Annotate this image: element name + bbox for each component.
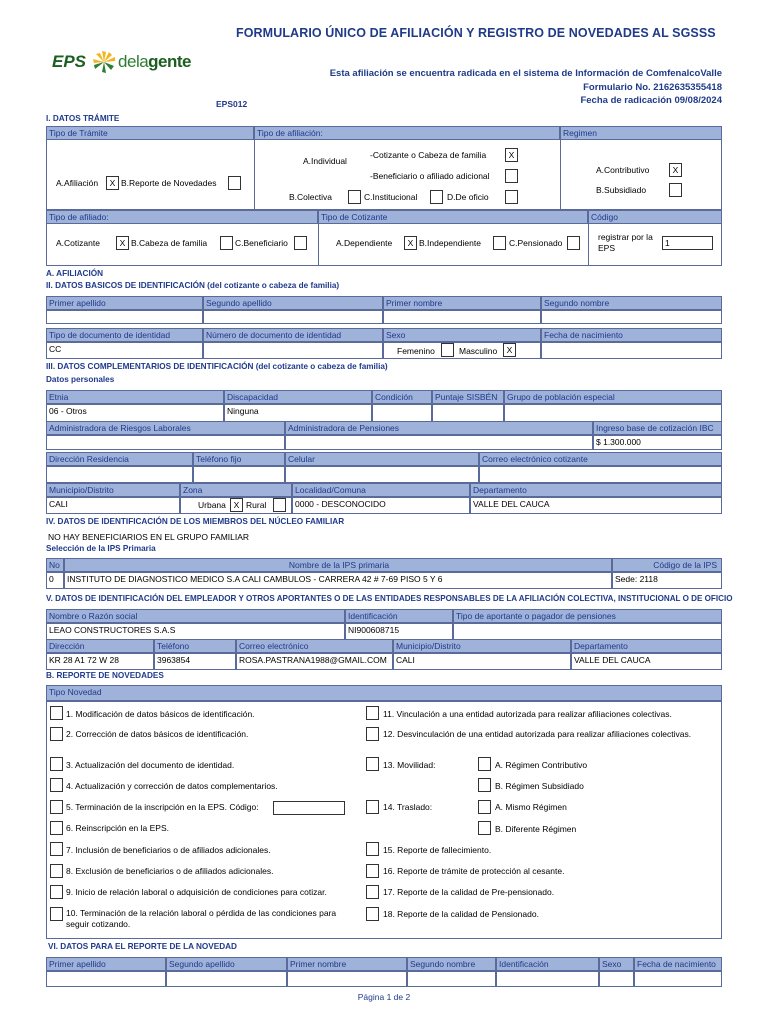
novedad-7-label: 7. Inclusión de beneficiarios o de afiliados adicionales.	[66, 845, 271, 855]
novedad-13-label: 13. Movilidad:	[383, 760, 436, 770]
novedad-13a-checkbox[interactable]	[478, 757, 491, 771]
novedad-12-label: 12. Desvinculación de una entidad autorizada para realizar afiliaciones colectivas.	[383, 729, 692, 739]
discapacidad-field[interactable]: Ninguna	[224, 404, 372, 422]
vi-sexo-field[interactable]	[599, 971, 634, 987]
novedad-14a-checkbox[interactable]	[478, 800, 491, 814]
dependiente-label: A.Dependiente	[336, 238, 393, 248]
tipo-tramite-header: Tipo de Trámite	[46, 126, 254, 140]
primer-apellido-field[interactable]	[46, 310, 203, 324]
contributivo-checkbox[interactable]: X	[669, 163, 682, 177]
novedad-11-checkbox[interactable]	[366, 706, 379, 720]
empleador-direccion-header: Dirección	[46, 639, 154, 653]
correo-cotizante-field[interactable]	[479, 466, 722, 483]
condicion-header: Condición	[372, 390, 432, 404]
independiente-label: B.Independiente	[419, 238, 481, 248]
section-vi-title: VI. DATOS PARA EL REPORTE DE LA NOVEDAD	[48, 942, 237, 951]
femenino-label: Femenino	[397, 346, 435, 356]
localidad-header: Localidad/Comuna	[292, 483, 470, 497]
oficio-checkbox[interactable]	[505, 190, 518, 204]
novedad-14b-label: B. Diferente Régimen	[495, 824, 577, 834]
dependiente-checkbox[interactable]: X	[404, 236, 417, 250]
ips-row-codigo[interactable]: Sede: 2118	[612, 572, 722, 589]
departamento-header: Departamento	[470, 483, 722, 497]
logo-dela: dela	[118, 52, 149, 71]
novedad-14a-label: A. Mismo Régimen	[495, 802, 567, 812]
novedad-5-label: 5. Terminación de la inscripción en la EPS. Código:	[66, 802, 259, 812]
vi-fecha-header: Fecha de nacimiento	[634, 957, 722, 971]
oficio-label: D.De oficio	[447, 192, 489, 202]
novedad-14-label: 14. Traslado:	[383, 802, 433, 812]
urbana-checkbox[interactable]: X	[230, 498, 243, 512]
novedad-8-checkbox[interactable]	[50, 864, 63, 878]
vi-primer-apellido-header: Primer apellido	[46, 957, 166, 971]
section-iv-title: IV. DATOS DE IDENTIFICACIÓN DE LOS MIEMBROS DEL NÚCLEO FAMILIAR	[46, 517, 345, 526]
divider	[588, 224, 589, 266]
eps-logo	[52, 50, 191, 74]
vi-segundo-nombre-header: Segundo nombre	[407, 957, 496, 971]
novedad-6-checkbox[interactable]	[50, 821, 63, 835]
empleador-direccion-field[interactable]: KR 28 A1 72 W 28	[46, 653, 154, 670]
pensiones-field[interactable]	[285, 435, 593, 450]
vi-primer-apellido-field[interactable]	[46, 971, 166, 987]
empleador-municipio-header: Municipio/Distrito	[393, 639, 571, 653]
razon-social-header: Nombre o Razón social	[46, 609, 345, 623]
datos-personales-title: Datos personales	[46, 375, 115, 384]
primer-nombre-header: Primer nombre	[383, 296, 541, 310]
novedad-2-label: 2. Corrección de datos básicos de identificación.	[66, 729, 249, 739]
numero-documento-header: Número de documento de identidad	[203, 328, 383, 342]
tipo-afiliado-header: Tipo de afiliado:	[46, 210, 318, 224]
telefono-field[interactable]	[193, 466, 285, 483]
colectiva-checkbox[interactable]	[348, 190, 361, 204]
ibc-header: Ingreso base de cotización IBC	[593, 421, 722, 435]
vi-identificacion-field[interactable]	[496, 971, 599, 987]
reporte-novedades-title: B. REPORTE DE NOVEDADES	[46, 671, 164, 680]
novedad-3-label: 3. Actualización del documento de identidad.	[66, 760, 235, 770]
primer-nombre-field[interactable]	[383, 310, 541, 324]
celular-header: Celular	[285, 452, 479, 466]
novedad-3-checkbox[interactable]	[50, 757, 63, 771]
municipio-field[interactable]: CALI	[46, 497, 180, 514]
identificacion-field[interactable]: NI900608715	[345, 623, 453, 640]
novedad-5-checkbox[interactable]	[50, 800, 63, 814]
novedad-12-checkbox[interactable]	[366, 727, 379, 741]
tipo-documento-header: Tipo de documento de identidad	[46, 328, 203, 342]
novedad-15-checkbox[interactable]	[366, 842, 379, 856]
radicada-text: Esta afiliación se encuentra radicada en el sistema de Información de ComfenalcoValle	[329, 68, 722, 79]
direccion-field[interactable]	[46, 466, 193, 483]
masculino-checkbox[interactable]: X	[503, 343, 516, 357]
regimen-header: Regimen	[560, 126, 722, 140]
novedad-11-label: 11. Vinculación a una entidad autorizada para realizar afiliaciones colectivas.	[383, 709, 672, 719]
individual-label: A.Individual	[303, 156, 347, 166]
arl-field[interactable]	[46, 435, 285, 450]
subsidiado-label: B.Subsidiado	[596, 185, 647, 195]
empleador-municipio-field[interactable]: CALI	[393, 653, 571, 670]
fecha-radicacion: Fecha de radicación 09/08/2024	[580, 95, 722, 106]
empleador-telefono-field[interactable]: 3963854	[154, 653, 236, 670]
registrar-label: registrar por la EPS	[598, 232, 653, 253]
etnia-header: Etnia	[46, 390, 224, 404]
rural-checkbox[interactable]	[273, 498, 286, 512]
segundo-apellido-field[interactable]	[203, 310, 383, 324]
empleador-departamento-header: Departamento	[571, 639, 722, 653]
cotizante-cabeza-label: -Cotizante o Cabeza de familia	[370, 150, 487, 160]
pensionado-checkbox[interactable]	[567, 236, 580, 250]
eps-code: EPS012	[216, 99, 248, 109]
logo-gente: gente	[148, 52, 192, 71]
contributivo-label: A.Contributivo	[596, 165, 650, 175]
novedad-14-checkbox[interactable]	[366, 800, 379, 814]
novedad-7-checkbox[interactable]	[50, 842, 63, 856]
section-iii-title: III. DATOS COMPLEMENTARIOS DE IDENTIFICACIÓN (del cotizante o cabeza de familia)	[46, 362, 388, 371]
afiliacion-label: A.Afiliación	[56, 178, 99, 188]
novedad-1-checkbox[interactable]	[50, 706, 63, 720]
section-ii-title: II. DATOS BASICOS DE IDENTIFICACIÓN (del cotizante o cabeza de familia)	[46, 281, 340, 290]
novedad-18-checkbox[interactable]	[366, 907, 379, 921]
divider	[560, 140, 561, 210]
section-v-title: V. DATOS DE IDENTIFICACIÓN DEL EMPLEADOR Y OTROS APORTANTES O DE LAS ENTIDADES RESPONSABLES DE LA AFILIACIÓN COLECTIVA, INSTITUCIONAL O DE OFICIO	[46, 594, 733, 603]
tipo-afiliacion-header: Tipo de afiliación:	[254, 126, 560, 140]
pensionado-label: C.Pensionado	[509, 238, 563, 248]
novedad-16-checkbox[interactable]	[366, 864, 379, 878]
ibc-field[interactable]: $ 1.300.000	[593, 435, 722, 450]
form-title: FORMULARIO ÚNICO DE AFILIACIÓN Y REGISTRO DE NOVEDADES AL SGSSS	[236, 26, 716, 40]
logo-eps-text: EPS	[52, 52, 87, 71]
tipo-aportante-field[interactable]	[453, 623, 722, 640]
vi-primer-nombre-field[interactable]	[287, 971, 407, 987]
razon-social-field[interactable]: LEAO CONSTRUCTORES S.A.S	[46, 623, 345, 640]
novedad-2-checkbox[interactable]	[50, 727, 63, 741]
grupo-poblacion-header: Grupo de población especial	[504, 390, 722, 404]
tipo-cotizante-header: Tipo de Cotizante	[318, 210, 588, 224]
etnia-field[interactable]: 06 - Otros	[46, 404, 224, 422]
ips-primaria-title: Selección de la IPS Primaria	[46, 544, 156, 553]
novedad-13-checkbox[interactable]	[366, 757, 379, 771]
novedad-17-label: 17. Reporte de la calidad de Pre-pensionado.	[383, 887, 555, 897]
logo-delagente-text	[118, 52, 191, 72]
condicion-field[interactable]	[372, 404, 432, 422]
vi-fecha-field[interactable]	[634, 971, 722, 987]
colectiva-label: B.Colectiva	[289, 192, 332, 202]
novedad-10-checkbox[interactable]	[50, 907, 63, 921]
no-header: No	[46, 558, 64, 572]
beneficiario-adicional-checkbox[interactable]	[505, 169, 518, 183]
institucional-checkbox[interactable]	[430, 190, 443, 204]
telefono-header: Teléfono fijo	[193, 452, 285, 466]
cotizante-cabeza-checkbox[interactable]: X	[505, 148, 518, 162]
municipio-header: Municipio/Distrito	[46, 483, 180, 497]
novedad-9-label: 9. Inicio de relación laboral o adquisición de condiciones para cotizar.	[66, 887, 327, 897]
urbana-label: Urbana	[198, 500, 226, 510]
tipo-novedad-header: Tipo Novedad	[46, 685, 722, 701]
departamento-field[interactable]: VALLE DEL CAUCA	[470, 497, 722, 514]
sunflower-icon	[90, 50, 118, 74]
beneficiario-checkbox[interactable]	[294, 236, 307, 250]
pensiones-header: Administradora de Pensiones	[285, 421, 593, 435]
afiliacion-checkbox[interactable]: X	[106, 176, 119, 190]
tipo-aportante-header: Tipo de aportante o pagador de pensiones	[453, 609, 722, 623]
celular-field[interactable]	[285, 466, 479, 483]
novedad-4-label: 4. Actualización y corrección de datos complementarios.	[66, 781, 278, 791]
novedad-8-label: 8. Exclusión de beneficiarios o de afiliados adicionales.	[66, 866, 274, 876]
nombre-ips-header: Nombre de la IPS primaria	[64, 558, 612, 572]
grupo-poblacion-field[interactable]	[504, 404, 722, 422]
institucional-label: C.Institucional	[364, 192, 418, 202]
empleador-correo-field[interactable]: ROSA.PASTRANA1988@GMAIL.COM	[236, 653, 393, 670]
novedad-1-label: 1. Modificación de datos básicos de identificación.	[66, 709, 255, 719]
puntaje-sisben-field[interactable]	[432, 404, 504, 422]
novedad-16-label: 16. Reporte de trámite de protección al cesante.	[383, 866, 565, 876]
codigo-input[interactable]: 1	[662, 236, 713, 250]
novedad-4-checkbox[interactable]	[50, 778, 63, 792]
afiliacion-title: A. AFILIACIÓN	[46, 269, 104, 278]
novedad-9-checkbox[interactable]	[50, 885, 63, 899]
vi-segundo-apellido-field[interactable]	[166, 971, 287, 987]
tipo-documento-field[interactable]: CC	[46, 342, 203, 359]
empleador-telefono-header: Teléfono	[154, 639, 236, 653]
rural-label: Rural	[246, 500, 267, 510]
vi-identificacion-header: Identificación	[496, 957, 599, 971]
cotizante-checkbox[interactable]: X	[116, 236, 129, 250]
fecha-nacimiento-header: Fecha de nacimiento	[541, 328, 722, 342]
numero-documento-field[interactable]	[203, 342, 383, 359]
vi-segundo-apellido-header: Segundo apellido	[166, 957, 287, 971]
novedad-13a-label: A. Régimen Contributivo	[495, 760, 588, 770]
novedad-10-label: 10. Terminación de la relación laboral o pérdida de las condiciones para seguir cotizando.	[66, 908, 337, 929]
divider	[318, 224, 319, 266]
cotizante-label: A.Cotizante	[56, 238, 100, 248]
primer-apellido-header: Primer apellido	[46, 296, 203, 310]
femenino-checkbox[interactable]	[441, 343, 454, 357]
independiente-checkbox[interactable]	[493, 236, 506, 250]
zona-header: Zona	[180, 483, 292, 497]
novedad-6-label: 6. Reinscripción en la EPS.	[66, 823, 169, 833]
direccion-header: Dirección Residencia	[46, 452, 193, 466]
discapacidad-header: Discapacidad	[224, 390, 372, 404]
beneficiario-label: C.Beneficiario	[235, 238, 288, 248]
reporte-novedades-label: B.Reporte de Novedades	[121, 178, 217, 188]
novedad-13b-label: B. Régimen Subsidiado	[495, 781, 584, 791]
divider	[254, 140, 255, 210]
section-i-title: I. DATOS TRÁMITE	[46, 114, 120, 123]
vi-segundo-nombre-field[interactable]	[407, 971, 496, 987]
empleador-correo-header: Correo electrónico	[236, 639, 393, 653]
subsidiado-checkbox[interactable]	[669, 183, 682, 197]
novedad-15-label: 15. Reporte de fallecimiento.	[383, 845, 492, 855]
masculino-label: Masculino	[459, 346, 498, 356]
segundo-apellido-header: Segundo apellido	[203, 296, 383, 310]
novedad-13b-checkbox[interactable]	[478, 778, 491, 792]
fecha-nacimiento-field[interactable]	[541, 342, 722, 359]
identificacion-header: Identificación	[345, 609, 453, 623]
arl-header: Administradora de Riesgos Laborales	[46, 421, 285, 435]
segundo-nombre-field[interactable]	[541, 310, 722, 324]
page-number: Página 1 de 2	[357, 992, 411, 1002]
correo-cotizante-header: Correo electrónico cotizante	[479, 452, 722, 466]
no-beneficiarios-text: NO HAY BENEFICIARIOS EN EL GRUPO FAMILIAR	[48, 532, 250, 542]
segundo-nombre-header: Segundo nombre	[541, 296, 722, 310]
vi-primer-nombre-header: Primer nombre	[287, 957, 407, 971]
ips-row-no: 0	[46, 572, 64, 589]
reporte-novedades-checkbox[interactable]	[228, 176, 241, 190]
empleador-departamento-field[interactable]: VALLE DEL CAUCA	[571, 653, 722, 670]
radication-info	[330, 67, 722, 108]
puntaje-sisben-header: Puntaje SISBÉN	[432, 390, 504, 404]
localidad-field[interactable]: 0000 - DESCONOCIDO	[292, 497, 470, 514]
sexo-header: Sexo	[383, 328, 541, 342]
codigo-ips-header: Código de la IPS	[612, 558, 722, 572]
novedad-5-codigo-input[interactable]	[273, 801, 345, 815]
novedad-17-checkbox[interactable]	[366, 885, 379, 899]
vi-sexo-header: Sexo	[599, 957, 634, 971]
codigo-header: Código	[588, 210, 722, 224]
novedad-18-label: 18. Reporte de la calidad de Pensionado.	[383, 909, 539, 919]
cabeza-familia-checkbox[interactable]	[220, 236, 233, 250]
novedad-14b-checkbox[interactable]	[478, 821, 491, 835]
beneficiario-adicional-label: -Beneficiario o afiliado adicional	[370, 171, 490, 181]
ips-row-nombre[interactable]: INSTITUTO DE DIAGNOSTICO MEDICO S.A CALI CAMBULOS - CARRERA 42 # 7-69 PISO 5 Y 6	[64, 572, 612, 589]
cabeza-familia-label: B.Cabeza de familia	[131, 238, 208, 248]
formulario-number: Formulario No. 2162635355418	[583, 81, 722, 93]
